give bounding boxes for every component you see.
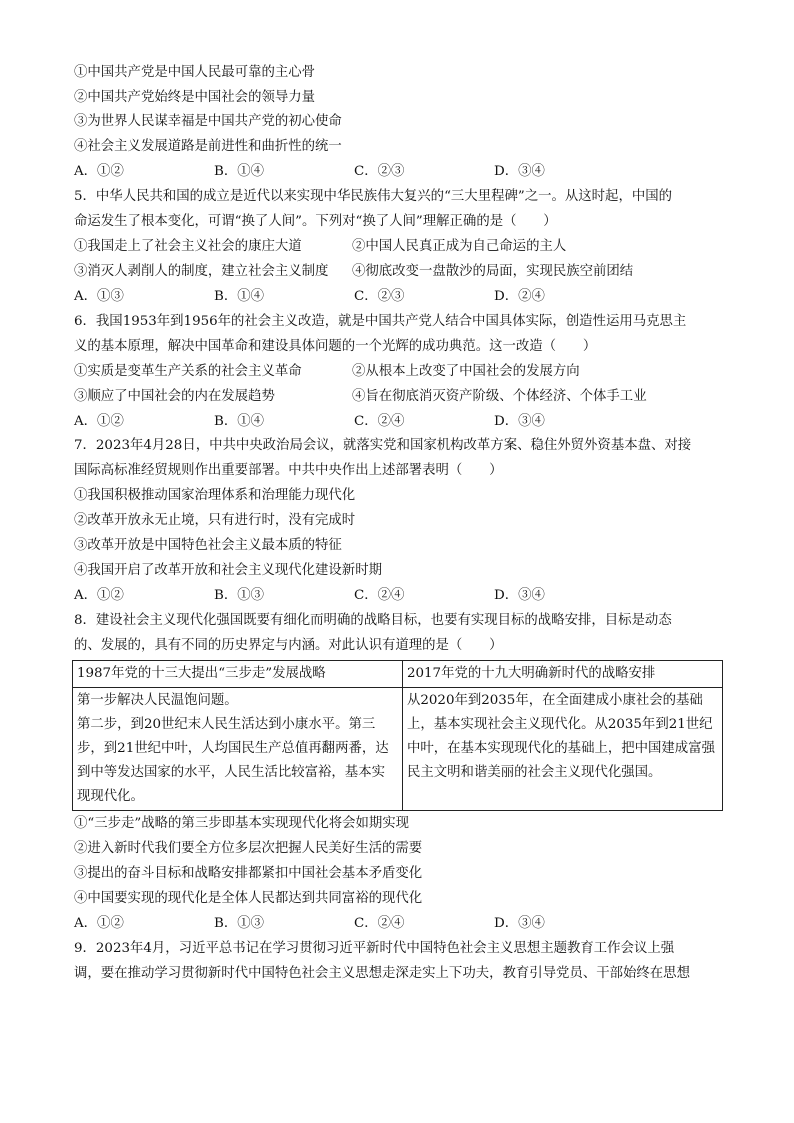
option-c: C．②④: [354, 414, 405, 429]
option-c: C．②③: [354, 164, 405, 179]
table-header-right: 2017年党的十九大明确新时代的战略安排: [403, 661, 723, 688]
q5-statements-row1: [74, 237, 734, 257]
q6-statement-1: ①实质是变革生产关系的社会主义革命: [74, 364, 302, 379]
statement-4: ④社会主义发展道路是前进性和曲折性的统一: [74, 139, 342, 154]
q5-statement-1: ①我国走上了社会主义社会的康庄大道: [74, 239, 302, 254]
q8-statement-3: ③提出的奋斗目标和战略安排都紧扣中国社会基本矛盾变化: [74, 866, 423, 881]
option-d: D．②④: [494, 289, 545, 304]
q6-statement-3: ③顺应了中国社会的内在发展趋势: [74, 389, 275, 404]
option-b: B．①④: [214, 289, 265, 304]
new-era-arrangement: 从2020年到2035年，在全面建成小康社会的基础上，基本实现社会主义现代化。从2035年到21世纪中叶，在基本实现现代化的基础上，把中国建成富强民主文明和谐美丽的社会主义现代化强国。: [407, 693, 715, 780]
q5-statements-row2: [74, 262, 734, 282]
option-a: A．①③: [74, 289, 124, 304]
q5-statement-3: ③消灭人剥削人的制度，建立社会主义制度: [74, 264, 329, 279]
q8-stem-line1: 8．建设社会主义现代化强国既要有细化而明确的战略目标，也要有实现目标的战略安排，目标是动态: [74, 613, 672, 628]
q7-stem-line1: 7．2023年4月28日，中共中央政治局会议，就落实党和国家机构改革方案、稳住外贸外资基本盘、对接: [74, 438, 692, 453]
option-c: C．②④: [354, 916, 405, 931]
table-cell-left: [73, 688, 403, 811]
statement-1: ①中国共产党是中国人民最可靠的主心骨: [74, 65, 316, 80]
option-a: A．①②: [74, 588, 124, 603]
q8-stem-line2: 的、发展的，具有不同的历史界定与内涵。对此认识有道理的是（ ）: [74, 638, 503, 653]
option-d: D．③④: [494, 588, 545, 603]
q7-stem-line2: 国际高标准经贸规则作出重要部署。中共中央作出上述部署表明（ ）: [74, 463, 503, 478]
q8-statement-2: ②进入新时代我们要全方位多层次把握人民美好生活的需要: [74, 841, 423, 856]
q6-statements-row1: [74, 362, 734, 382]
q7-statement-3: ③改革开放是中国特色社会主义最本质的特征: [74, 538, 342, 553]
q6-statements-row2: [74, 387, 734, 407]
option-b: B．①④: [214, 414, 265, 429]
option-a: A．①②: [74, 164, 124, 179]
option-d: D．③④: [494, 916, 545, 931]
q8-statement-4: ④中国要实现的现代化是全体人民都达到共同富裕的现代化: [74, 891, 423, 906]
q5-statement-2: ②中国人民真正成为自己命运的主人: [352, 239, 567, 254]
table-row: [73, 688, 723, 811]
q5-statement-4: ④彻底改变一盘散沙的局面，实现民族空前团结: [352, 264, 634, 279]
option-c: C．②④: [354, 588, 405, 603]
q6-stem-line2: 义的基本原理，解决中国革命和建设具体问题的一个光辉的成功典范。这一改造（ ）: [74, 339, 597, 354]
q5-stem-line2: 命运发生了根本变化，可谓“换了人间”。下列对“换了人间”理解正确的是（ ）: [74, 214, 557, 229]
q6-statement-4: ④旨在彻底消灭资产阶级、个体经济、个体手工业: [352, 389, 647, 404]
three-steps-step2-3: 第二步，到20世纪末人民生活达到小康水平。第三步，到21世纪中叶，人均国民生产总值再翻两番，达到中等发达国家的水平，人民生活比较富裕，基本实现现代化。: [77, 717, 389, 804]
option-a: A．①②: [74, 414, 124, 429]
q7-statement-2: ②改革开放永无止境，只有进行时，没有完成时: [74, 513, 356, 528]
q7-statement-1: ①我国积极推动国家治理体系和治理能力现代化: [74, 488, 356, 503]
q9-stem-line2: 调，要在推动学习贯彻新时代中国特色社会主义思想走深走实上下功夫，教育引导党员、干部始终在思想: [74, 966, 690, 981]
table-header-row: [73, 661, 723, 688]
q9-stem-line1: 9．2023年4月，习近平总书记在学习贯彻习近平新时代中国特色社会主义思想主题教育工作会议上强: [74, 941, 675, 956]
table-header-left: 1987年党的十三大提出“三步走”发展战略: [73, 661, 403, 688]
table-cell-right: [403, 688, 723, 811]
option-d: D．③④: [494, 164, 545, 179]
option-d: D．③④: [494, 414, 545, 429]
q5-stem-line1: 5．中华人民共和国的成立是近代以来实现中华民族伟大复兴的“三大里程碑”之一。从这时起，中国的: [74, 189, 673, 204]
statement-2: ②中国共产党始终是中国社会的领导力量: [74, 90, 316, 105]
q6-stem-line1: 6．我国1953年到1956年的社会主义改造，就是中国共产党人结合中国具体实际，创造性运用马克思主: [74, 314, 687, 329]
strategy-comparison-table: [72, 660, 723, 811]
q8-statement-1: ①“三步走”战略的第三步即基本实现现代化将会如期实现: [74, 816, 410, 831]
q6-statement-2: ②从根本上改变了中国社会的发展方向: [352, 364, 580, 379]
option-a: A．①②: [74, 916, 124, 931]
statement-3: ③为世界人民谋幸福是中国共产党的初心使命: [74, 114, 342, 129]
option-b: B．①③: [214, 916, 265, 931]
option-b: B．①④: [214, 164, 265, 179]
option-c: C．②③: [354, 289, 405, 304]
three-steps-step1: 第一步解决人民温饱问题。: [77, 693, 238, 708]
q7-statement-4: ④我国开启了改革开放和社会主义现代化建设新时期: [74, 563, 382, 578]
option-b: B．①③: [214, 588, 265, 603]
